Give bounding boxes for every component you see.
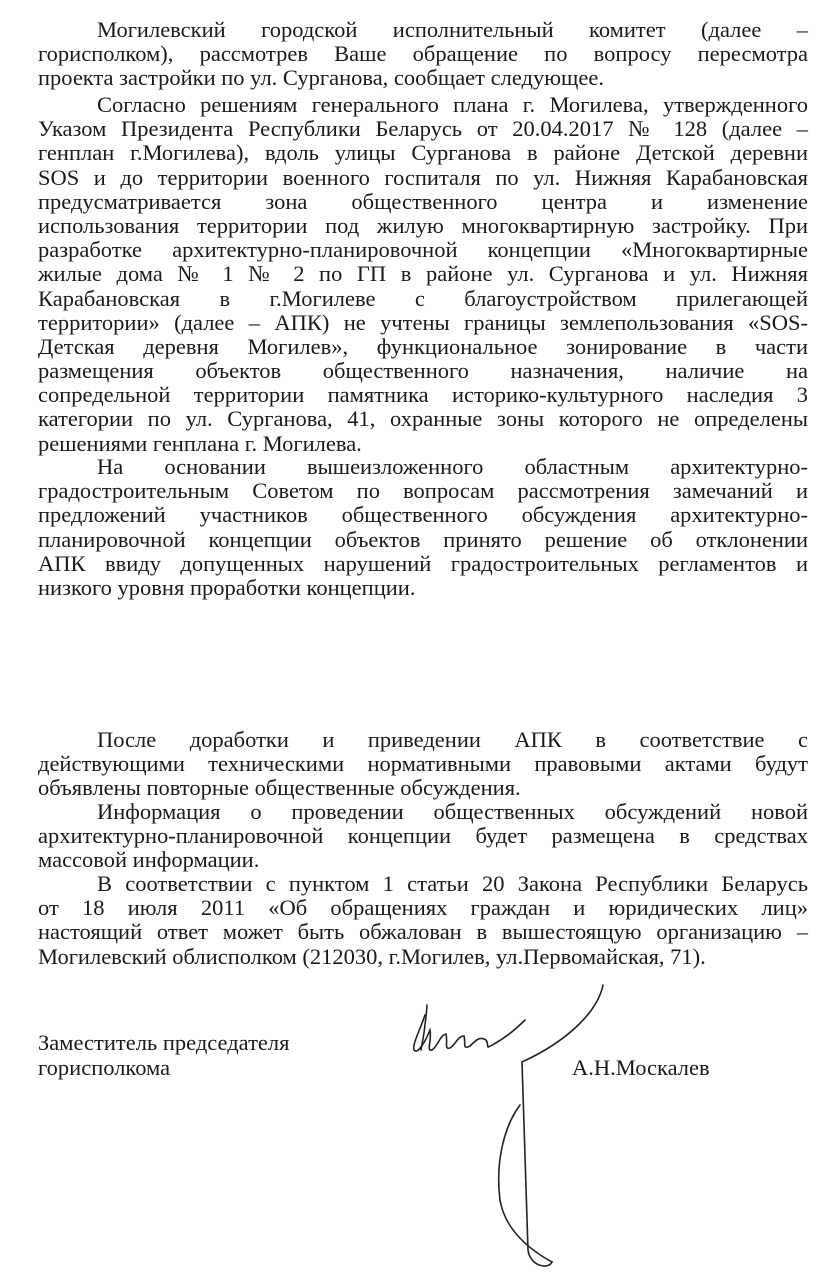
text-line: размещения объектов общественного назначения, наличие на	[38, 358, 808, 384]
signatory-position-line2: горисполкома	[38, 1055, 171, 1080]
text-line: Согласно решениям генерального плана г. Могилева, утвержденного	[97, 92, 808, 117]
text-line: Могилевский городской исполнительный комитет (далее –	[97, 17, 808, 42]
text-line: архитектурно-планировочной концепции будет размещена в средствах	[38, 823, 808, 849]
text-line: Могилевский облисполком (212030, г.Могилев, ул.Первомайская, 71).	[38, 943, 706, 969]
text-line: Карабановская в г.Могилеве с благоустройством прилегающей	[38, 285, 808, 311]
text-line: градостроительным Советом по вопросам рассмотрения замечаний и	[38, 478, 808, 504]
text-line: предусматривается зона общественного центра и изменение	[38, 188, 808, 214]
text-line: Детская деревня Могилев», функциональное зонирование в части	[38, 333, 808, 359]
text-line: от 18 июля 2011 «Об обращениях граждан и юридических лиц»	[38, 895, 808, 921]
text-line: Информация о проведении общественных обсуждений новой	[97, 799, 808, 824]
signatory-name: А.Н.Москалев	[572, 1055, 710, 1080]
text-line: В соответствии с пунктом 1 статьи 20 Закона Республики Беларусь	[97, 871, 808, 896]
text-line: жилые дома № 1 № 2 по ГП в районе ул. Сурганова и ул. Нижняя	[38, 261, 808, 287]
signatory-position-line1: Заместитель председателя	[38, 1030, 290, 1055]
text-line: SOS и до территории военного госпиталя по ул. Нижняя Карабановская	[38, 164, 808, 190]
text-line: После доработки и приведении АПК в соответствие с	[97, 727, 808, 752]
text-line: Указом Президента Республики Беларусь от 20.04.2017 № 128 (далее –	[38, 116, 808, 142]
text-line: предложений участников общественного обсуждения архитектурно-	[38, 502, 808, 528]
text-line: проекта застройки по ул. Сурганова, сообщает следующее.	[38, 65, 604, 91]
text-line: планировочной концепции объектов принято решение об отклонении	[38, 526, 808, 552]
text-line: настоящий ответ может быть обжалован в вышестоящую организацию –	[38, 919, 808, 945]
text-line: массовой информации.	[38, 847, 260, 873]
text-line: действующими техническими нормативными правовыми актами будут	[38, 751, 808, 777]
text-line: объявлены повторные общественные обсуждения.	[38, 775, 521, 801]
text-line: На основании вышеизложенного областным архитектурно-	[97, 454, 808, 479]
text-line: территории» (далее – АПК) не учтены границы землепользования «SOS-	[38, 309, 808, 335]
text-line: АПК ввиду допущенных нарушений градостроительных регламентов и	[38, 550, 808, 576]
text-line: разработке архитектурно-планировочной концепции «Многоквартирные	[38, 237, 808, 263]
text-line: использования территории под жилую многоквартирную застройку. При	[38, 212, 808, 238]
text-line: категории по ул. Сурганова, 41, охранные зоны которого не определены	[38, 406, 808, 432]
text-line: низкого уровня проработки концепции.	[38, 574, 416, 600]
text-line: решениями генплана г. Могилева.	[38, 430, 362, 456]
text-line: горисполком), рассмотрев Ваше обращение по вопросу пересмотра	[38, 41, 808, 67]
text-line: сопредельной территории памятника историко-культурного наследия 3	[38, 382, 808, 408]
text-line: генплан г.Могилева), вдоль улицы Сурганова в районе Детской деревни	[38, 140, 808, 166]
